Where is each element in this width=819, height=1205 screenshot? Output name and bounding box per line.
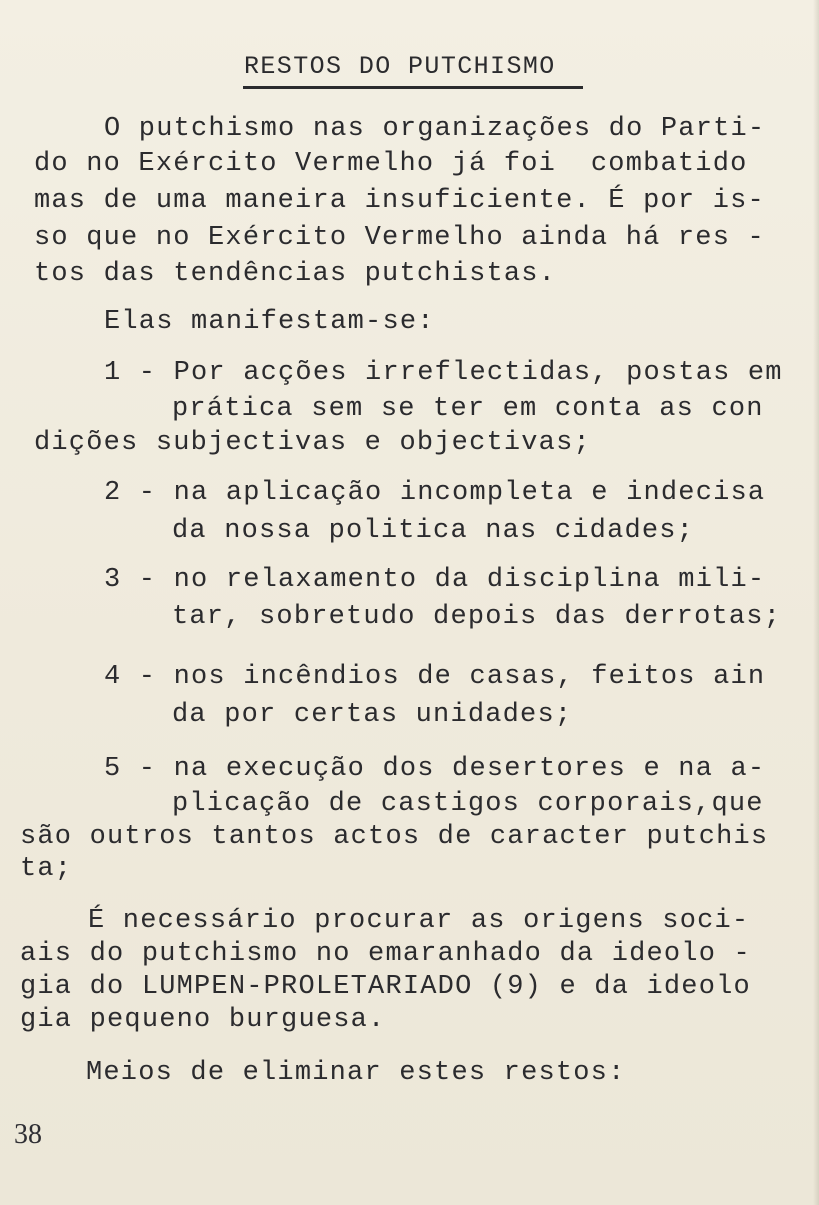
list-item-line: plicação de castigos corporais,que [172,789,764,819]
paragraph-line: O putchismo nas organizações do Parti- [104,114,766,144]
list-item-line: 2 - na aplicação incompleta e indecisa [104,478,766,508]
list-item-line: da por certas unidades; [172,700,573,730]
list-item-line: ta; [20,854,73,884]
list-item-line: 4 - nos incêndios de casas, feitos ain [104,662,766,692]
list-item-line: tar, sobretudo depois das derrotas; [172,602,782,632]
list-item-line: 5 - na execução dos desertores e na a- [104,754,766,784]
section-lead: Meios de eliminar estes restos: [86,1058,626,1088]
paragraph-line: do no Exército Vermelho já foi combatido [34,149,748,179]
list-item-line: 3 - no relaxamento da disciplina mili- [104,565,766,595]
paragraph-line: gia do LUMPEN-PROLETARIADO (9) e da ideolo [20,972,751,1002]
page-title: RESTOS DO PUTCHISMO [244,52,556,81]
page-edge-shadow [813,0,819,1205]
paragraph-line: gia pequeno burguesa. [20,1005,386,1035]
paragraph-line: mas de uma maneira insuficiente. É por is- [34,186,765,216]
list-item-line: são outros tantos actos de caracter putchis [20,822,769,852]
paragraph-line: tos das tendências putchistas. [34,259,557,289]
list-lead: Elas manifestam-se: [104,307,435,337]
list-item-line: 1 - Por acções irreflectidas, postas em [104,358,783,388]
paragraph-line: ais do putchismo no emaranhado da ideolo - [20,939,751,969]
title-underline [243,86,583,89]
list-item-line: dições subjectivas e objectivas; [34,428,591,458]
page-number: 38 [14,1119,42,1150]
list-item-line: da nossa politica nas cidades; [172,516,695,546]
paragraph-line: so que no Exército Vermelho ainda há res - [34,223,765,253]
paragraph-line: É necessário procurar as origens soci- [88,906,750,936]
list-item-line: prática sem se ter em conta as con [172,394,764,424]
